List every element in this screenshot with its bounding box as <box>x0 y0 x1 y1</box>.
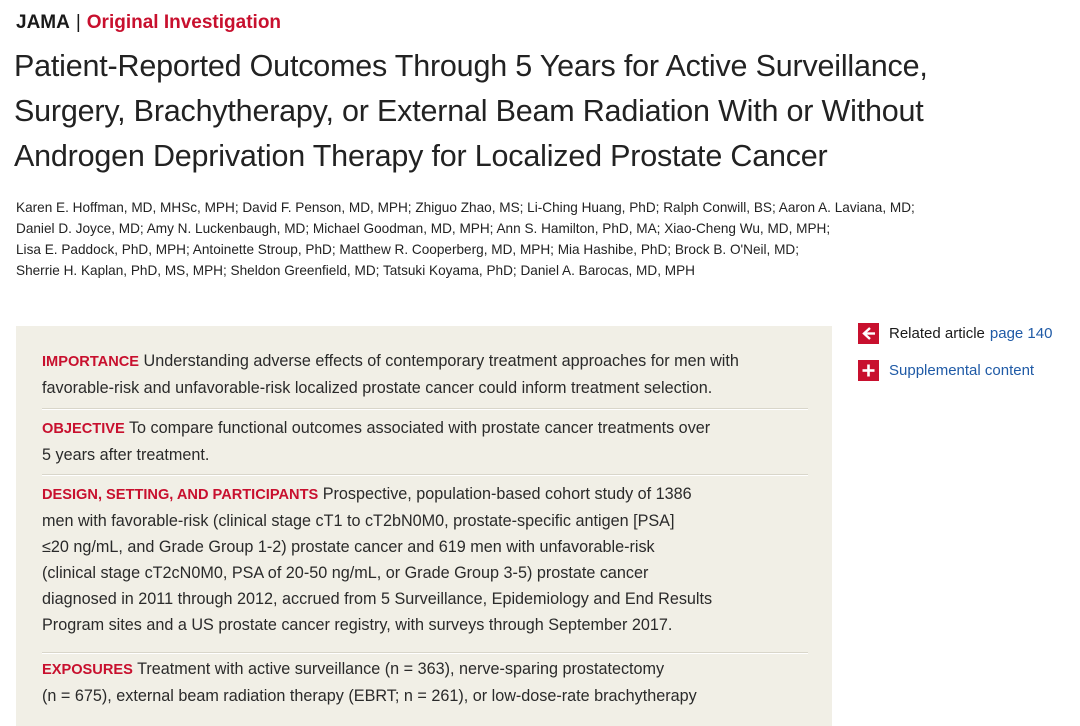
abstract-importance <box>42 348 808 401</box>
design-text: Program sites and a US prostate cancer registry, with surveys through September 2017. <box>42 616 673 634</box>
section-divider <box>42 474 808 476</box>
design-text: men with favorable-risk (clinical stage cT1 to cT2bN0M0, prostate-specific antigen [PSA] <box>42 512 675 530</box>
abstract-box <box>16 326 832 726</box>
section-divider <box>42 652 808 654</box>
related-article-page[interactable]: page 140 <box>989 324 1053 342</box>
title-line: Surgery, Brachytherapy, or External Beam Radiation With or Without <box>14 94 924 128</box>
article-title <box>14 44 1064 179</box>
related-article-label: Related article <box>889 324 985 342</box>
objective-label: OBJECTIVE <box>42 421 125 437</box>
author-line: Karen E. Hoffman, MD, MHSc, MPH; David F. Penson, MD, MPH; Zhiguo Zhao, MS; Li-Ching Huang, PhD; Ralph Conwill, BS; Aaron A. Laviana, MD; <box>16 200 915 215</box>
importance-text: favorable-risk and unfavorable-risk localized prostate cancer could inform treatment selection. <box>42 379 713 397</box>
exposures-label: EXPOSURES <box>42 662 133 678</box>
abstract-objective <box>42 415 808 468</box>
author-line: Daniel D. Joyce, MD; Amy N. Luckenbaugh, MD; Michael Goodman, MD, MPH; Ann S. Hamilton, PhD, MA; Xiao-Cheng Wu, MD, MPH; <box>16 221 831 236</box>
arrow-left-icon <box>858 323 879 344</box>
author-list <box>16 197 1071 281</box>
abstract-design <box>42 481 808 638</box>
design-text: ≤20 ng/mL, and Grade Group 1-2) prostate cancer and 619 men with unfavorable-risk <box>42 538 655 556</box>
design-text: (clinical stage cT2cN0M0, PSA of 20-50 ng/mL, or Grade Group 3-5) prostate cancer <box>42 564 649 582</box>
related-article-link[interactable] <box>858 322 1052 344</box>
abstract-exposures <box>42 656 808 709</box>
supplemental-content-link[interactable] <box>858 359 1034 381</box>
journal-name[interactable]: JAMA <box>16 12 70 33</box>
supplemental-content-label[interactable]: Supplemental content <box>889 361 1035 379</box>
importance-text: Understanding adverse effects of contemporary treatment approaches for men with <box>143 352 739 370</box>
author-line: Lisa E. Paddock, PhD, MPH; Antoinette Stroup, PhD; Matthew R. Cooperberg, MD, MPH; Mia Hashibe, PhD; Brock B. O'Neil, MD; <box>16 242 800 257</box>
article-type[interactable]: Original Investigation <box>86 12 282 33</box>
exposures-text: (n = 675), external beam radiation therapy (EBRT; n = 261), or low-dose-rate brachytherapy <box>42 687 697 705</box>
objective-text: 5 years after treatment. <box>42 446 210 464</box>
objective-text: To compare functional outcomes associated with prostate cancer treatments over <box>128 419 711 437</box>
exposures-text: Treatment with active surveillance (n = 363), nerve-sparing prostatectomy <box>137 660 665 678</box>
design-text: diagnosed in 2011 through 2012, accrued from 5 Surveillance, Epidemiology and End Results <box>42 590 713 608</box>
design-text: Prospective, population-based cohort study of 1386 <box>322 485 692 503</box>
design-label: DESIGN, SETTING, AND PARTICIPANTS <box>42 487 319 503</box>
section-divider <box>42 408 808 410</box>
article-header <box>16 12 281 34</box>
plus-icon <box>858 360 879 381</box>
author-line: Sherrie H. Kaplan, PhD, MS, MPH; Sheldon Greenfield, MD; Tatsuki Koyama, PhD; Daniel A. Barocas, MD, MPH <box>16 263 695 278</box>
title-line: Patient-Reported Outcomes Through 5 Years for Active Surveillance, <box>14 49 928 83</box>
header-separator: | <box>75 12 81 33</box>
importance-label: IMPORTANCE <box>42 354 140 370</box>
title-line: Androgen Deprivation Therapy for Localized Prostate Cancer <box>14 139 828 173</box>
